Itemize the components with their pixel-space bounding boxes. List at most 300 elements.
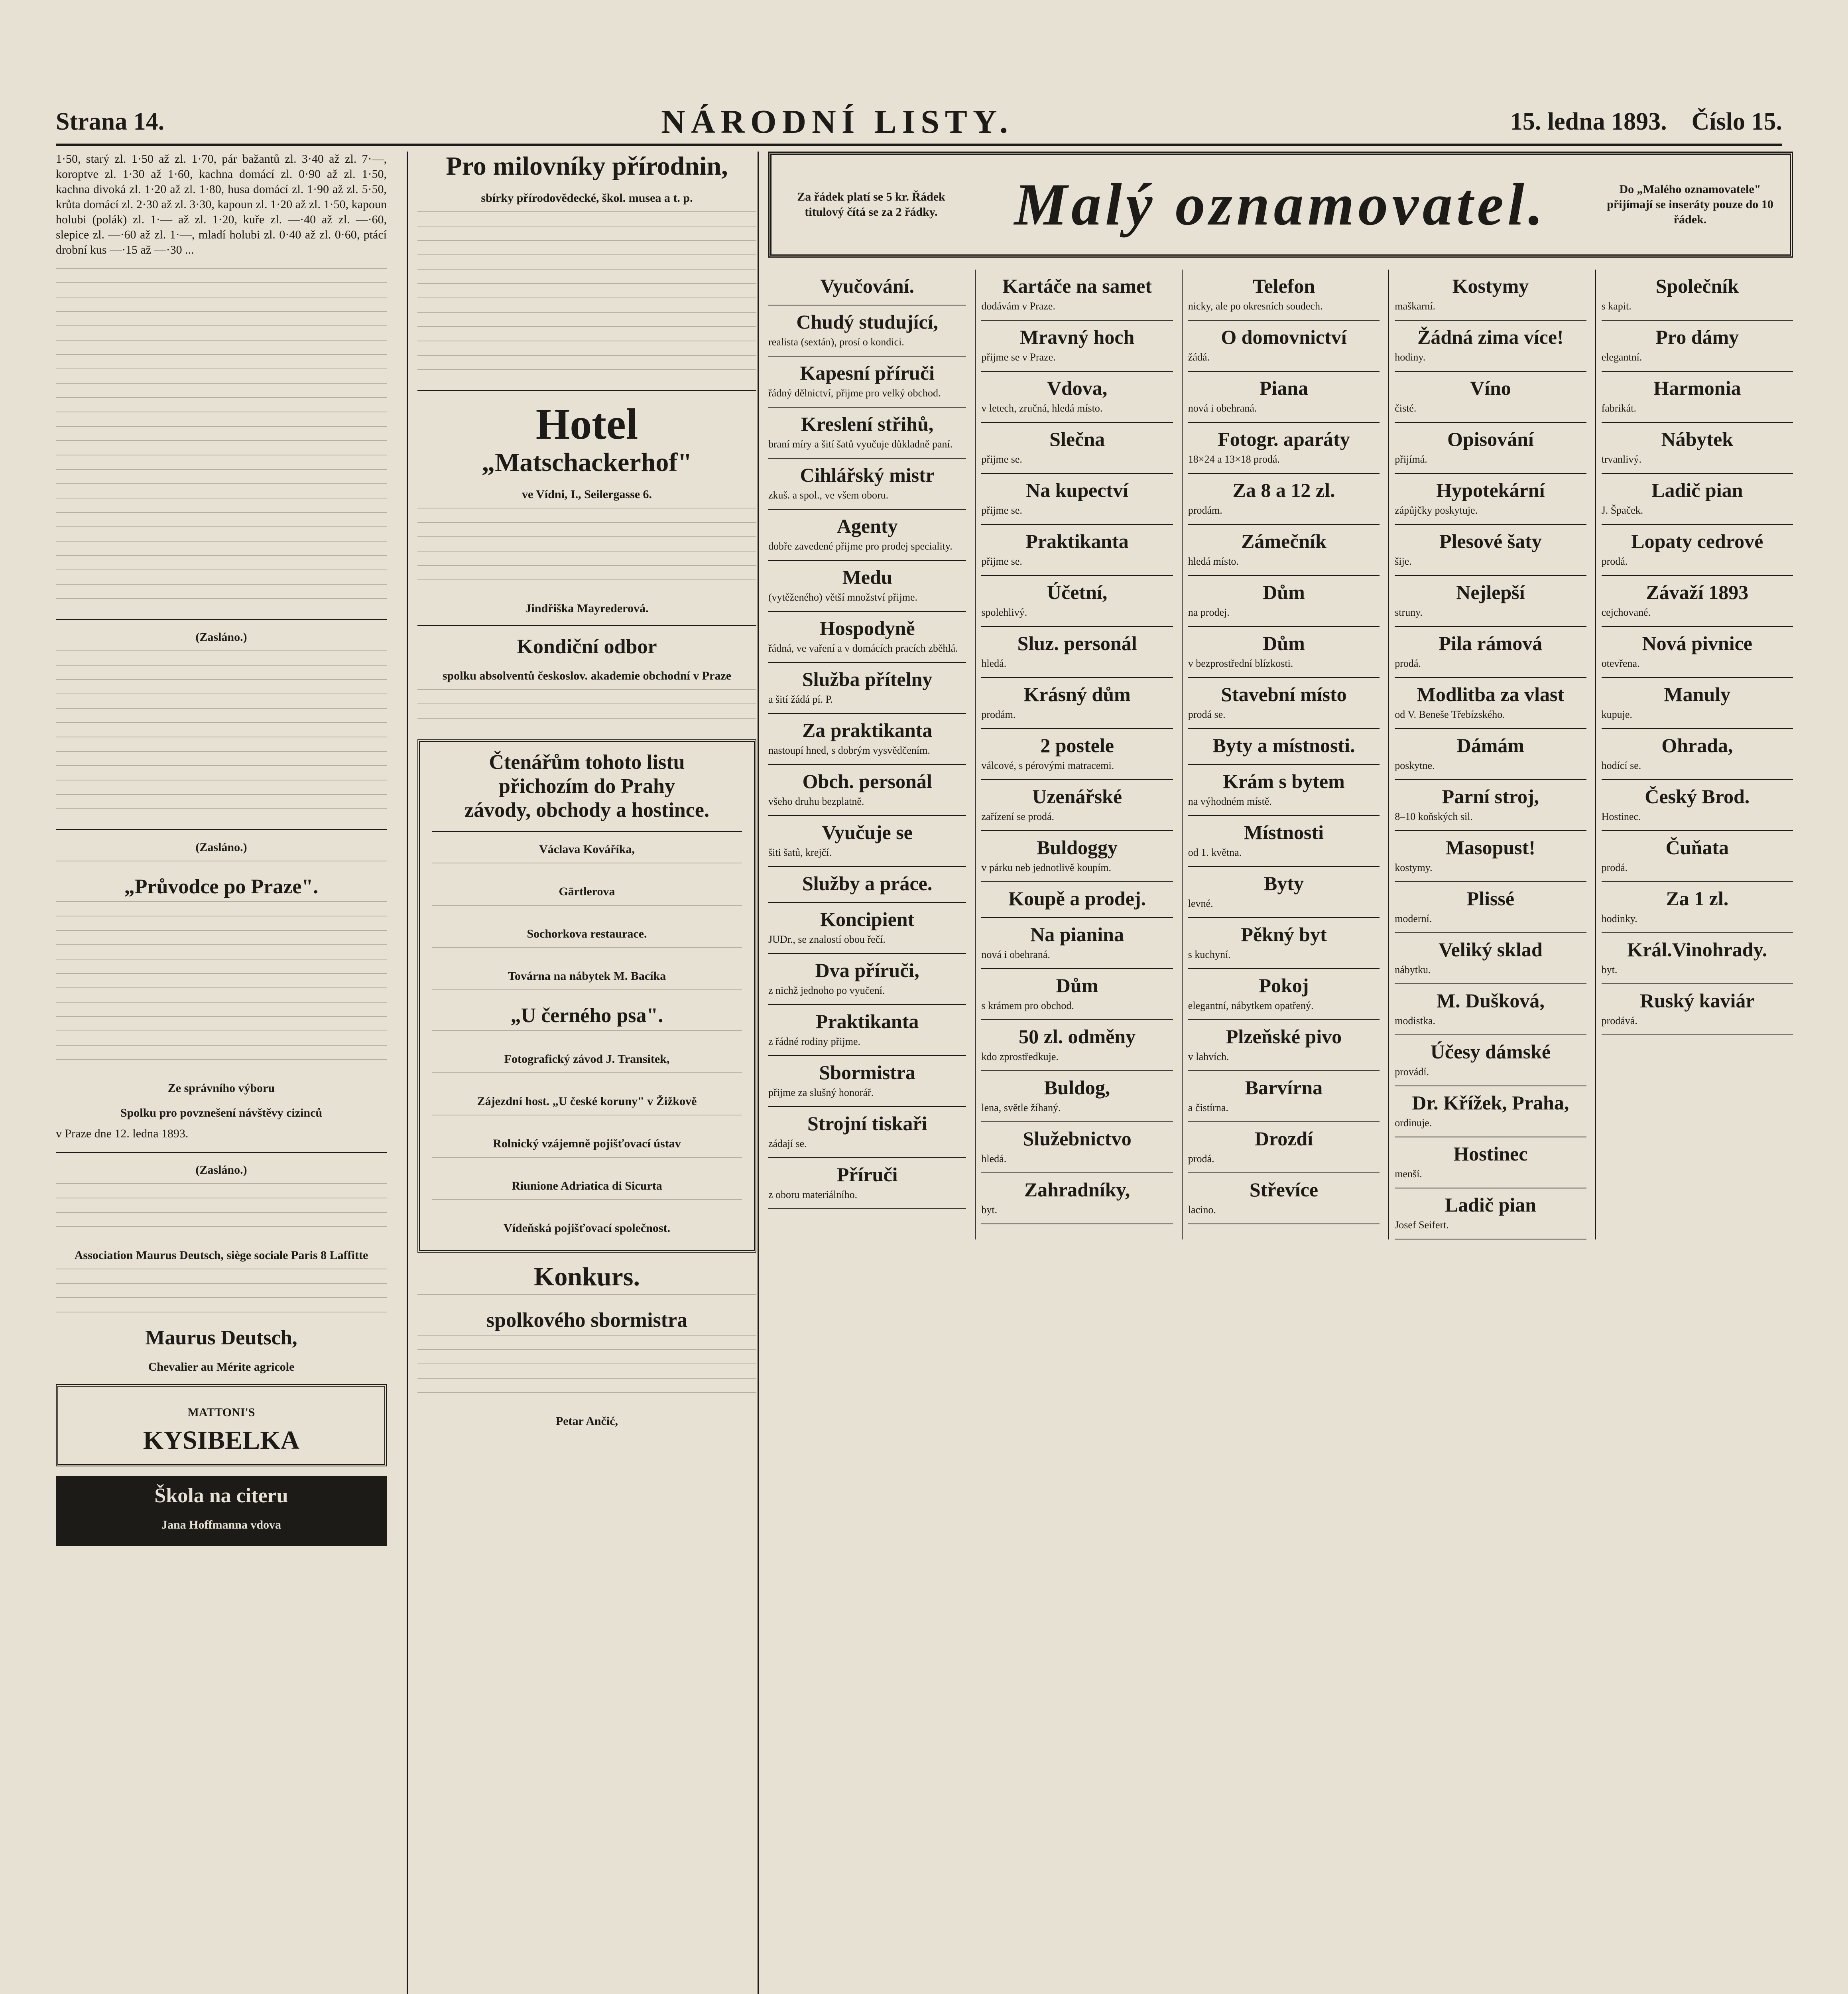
classified-ad-body: prodává. [1601,1015,1637,1027]
classified-ad-body: cejchované. [1601,607,1651,618]
classified-ad [768,954,966,1005]
classified-ad [1188,729,1380,765]
hofmann-name: Jana Hoffmanna vdova [161,1518,281,1531]
classified-ad-title: Barvírna [1245,1076,1323,1099]
classified-ad [981,1173,1173,1224]
classified-ad-title: Modlitba za vlast [1417,683,1565,705]
classified-ad-title: Hostinec [1453,1143,1528,1165]
koruny-name: Zájezdní host. „U české koruny" v Žižkově [477,1095,697,1108]
classified-ad-body: válcové, s pérovými matracemi. [981,760,1114,771]
skola-ad [56,1476,387,1546]
zavody-title: závody, obchody a hostince. [464,799,709,822]
classified-ad [768,408,966,459]
classified-ad-title: Agenty [836,515,898,537]
classified-ad-title: Účesy dámské [1430,1040,1551,1063]
classified-ad-title: Medu [842,566,892,588]
classified-ad [1602,576,1793,627]
classified-ad-title: Dům [1263,632,1305,654]
classified-ad-body: od 1. května. [1188,847,1242,858]
classified-ad-title: Dámám [1456,734,1525,757]
classified-ad [1188,1020,1380,1071]
classified-ad [768,1107,966,1158]
classified-ad-body: lena, světle žíhaný. [981,1102,1061,1113]
konkurs-title: Konkurs. [534,1262,640,1291]
bacik-name: Továrna na nábytek M. Bacíka [508,969,666,983]
classified-ad-body: čisté. [1395,402,1417,414]
classified-ad-body: provádí. [1395,1066,1429,1078]
zaslano-heading-3: (Zasláno.) [195,1163,247,1176]
classified-ad-title: Cihlářský mistr [800,464,935,486]
classified-ad [768,459,966,510]
classified-ad [981,969,1173,1020]
classified-ad-body: přijme se. [981,453,1022,465]
classified-column [768,270,966,1239]
classified-ad [981,918,1173,969]
classified-ad-title: Služby a práce. [802,872,933,895]
classified-ad-body: elegantní. [1601,351,1642,363]
classified-ad-body: a čistírna. [1188,1102,1228,1113]
sbormistra-title: spolkového sbormistra [486,1309,688,1332]
classified-ad-body: prodá. [1601,556,1628,567]
date-label [1510,108,1782,136]
classified-ad-body: trvanlivý. [1601,453,1641,465]
classified-ad [768,305,966,357]
hotel-signer: Jindřiška Mayrederová. [525,602,649,615]
classified-ad-title: Za 1 zl. [1666,887,1729,910]
classified-ad [1395,627,1586,678]
classified-ad [768,510,966,561]
spolek-line: Spolku pro povznešení návštěvy cizinců [120,1106,323,1119]
classified-ad-body: poskytne. [1395,760,1435,771]
classified-ad-title: Pěkný byt [1241,923,1327,946]
classified-ad-title: Harmonia [1653,377,1741,399]
classified-ad [1602,270,1793,321]
classified-column [975,270,1173,1239]
classified-ad-body: hledá. [981,1153,1007,1164]
classified-ad-body: s kapit. [1601,300,1632,312]
classified-ad [768,357,966,408]
classified-ad-title: Král.Vinohrady. [1627,938,1767,961]
classified-ad [1395,933,1586,984]
classified-ad [981,831,1173,882]
maly-header [768,152,1793,258]
classified-ad-body: lacino. [1188,1204,1216,1216]
classified-ad [1188,525,1380,576]
classified-ad [768,903,966,954]
classified-ad-body: 18×24 a 13×18 prodá. [1188,453,1280,465]
classified-ad [768,561,966,612]
classified-ad-title: Střevíce [1249,1178,1319,1201]
classified-ad [1188,969,1380,1020]
classified-ad-body: kdo zprostředkuje. [981,1051,1059,1062]
classified-ad-body: moderní. [1395,913,1432,924]
classified-ad-body: maškarní. [1395,300,1435,312]
sochor-name: Sochorkova restaurace. [527,927,647,940]
classified-ad-body: přijme se. [981,504,1022,516]
classified-column [1182,270,1380,1239]
classified-ad-title: Plzeňské pivo [1226,1025,1342,1048]
vybor-heading: Ze správního výboru [167,1082,275,1095]
classified-ad-title: Služebnictvo [1023,1127,1132,1150]
gartlerova-name: Gärtlerova [559,885,615,898]
classified-ad [1395,984,1586,1035]
classified-ad-title: Čuňata [1665,836,1729,859]
classified-ad-title: Sluz. personál [1017,632,1137,654]
pruvodce-title: „Průvodce po Praze". [124,875,319,898]
classified-ad [1602,831,1793,882]
deutsch-sub: Chevalier au Mérite agricole [148,1360,295,1373]
classified-ad-title: Nová pivnice [1642,632,1752,654]
classified-ad-body: zkuš. a spol., ve všem oboru. [768,489,889,501]
classified-ad-title: Zahradníky, [1024,1178,1130,1201]
classified-ad-title: Společník [1655,275,1739,297]
classified-ad [1602,882,1793,933]
classified-ad-body: J. Špaček. [1601,504,1643,516]
classified-ad-title: Uzenářské [1032,785,1122,808]
classified-ad-title: Byty [1263,872,1304,895]
spolek-date: v Praze dne 12. ledna 1893. [56,1127,189,1140]
classified-ad-body: v párku neb jednotlivě koupím. [981,862,1112,873]
classified-ad-body: řádná, ve vaření a v domácích pracích zběhlá. [768,642,958,654]
paper-title: NÁRODNÍ LISTY. [661,103,1014,140]
classified-ad-title: Praktikanta [816,1010,919,1032]
classified-ad-body: s krámem pro obchod. [981,1000,1074,1011]
classified-ad-title: Kapesní příruči [800,362,935,384]
classified-ad [1602,780,1793,831]
classified-ad-body: prodá. [1188,1153,1214,1164]
kysibelka-title: KYSIBELKA [143,1426,300,1455]
classified-ad-title: Strojní tiskaři [807,1112,927,1135]
classified-ad [1602,627,1793,678]
classified-ad [981,1122,1173,1173]
classified-ad-title: Koupě a prodej. [1008,887,1146,910]
classified-ad [1395,1137,1586,1188]
classified-ad [981,729,1173,780]
classified-ad [1188,423,1380,474]
classified-ad-title: Kreslení střihů, [801,413,934,435]
classified-ad-body: z nichž jednoho po vyučení. [768,985,885,996]
classified-ad [1188,765,1380,816]
classified-ad [981,576,1173,627]
classified-ad-body: fabrikát. [1601,402,1636,414]
classified-ad [1188,270,1380,321]
prichozim-title: přichozím do Prahy [499,775,675,798]
classified-ad-title: Pokoj [1259,974,1309,997]
classified-ad-title: Nábytek [1661,428,1734,450]
classified-ad-title: Dům [1056,974,1098,997]
classified-ad-title: Praktikanta [1025,530,1129,552]
classified-ad-body: zápůjčky poskytuje. [1395,504,1478,516]
classified-ad [1188,1122,1380,1173]
classified-ad [1395,1035,1586,1086]
classified-ad-body: Hostinec. [1601,811,1641,822]
transitek-name: Fotografický závod J. Transitek, [504,1052,670,1066]
classified-grid [768,270,1793,1239]
classified-ad-title: Hypotekární [1436,479,1545,501]
classified-ad-body: struny. [1395,607,1423,618]
classified-ad-body: dobře zavedené přijme pro prodej speciality. [768,540,953,552]
classified-ad-body: elegantní, nábytkem opatřený. [1188,1000,1314,1011]
classified-ad [1602,525,1793,576]
classified-ad [981,627,1173,678]
classified-ad [1602,729,1793,780]
classified-ad-title: Masopust! [1445,836,1535,859]
classified-ad-title: Za praktikanta [802,719,933,741]
classified-ad-body: na výhodném místě. [1188,796,1272,807]
classified-ad-body: realista (sextán), prosí o kondici. [768,336,904,348]
classified-ad-title: Nejlepší [1456,581,1525,603]
classified-ad-title: Obch. personál [802,770,932,792]
classified-ad-body: nábytku. [1395,964,1431,975]
classified-ad-title: Ohrada, [1661,734,1733,757]
hotel-title: Hotel [535,400,638,448]
ctenarum-box [417,739,756,1253]
classified-ad-title: Stavební místo [1221,683,1347,705]
classified-ad [1602,321,1793,372]
classified-ad-title: Ladič pian [1651,479,1743,501]
classified-ad [768,1158,966,1209]
classified-ad [768,867,966,903]
classified-ad-title: Příruči [836,1163,898,1186]
classified-ad-body: od V. Beneše Třebízského. [1395,709,1505,720]
rolnicky-name: Rolnický vzájemně pojišťovací ústav [493,1137,681,1150]
classified-ad [1188,576,1380,627]
classified-ad-body: otevřena. [1601,658,1640,669]
petar-name: Petar Ančić, [555,1415,618,1428]
classified-ad-title: Závaží 1893 [1646,581,1749,603]
classified-ad-body: prodá. [1395,658,1421,669]
classified-ad-body: byt. [1601,964,1618,975]
classified-ad [768,612,966,663]
classified-ad-body: 8–10 koňských sil. [1395,811,1473,822]
classified-ad-title: Veliký sklad [1439,938,1543,961]
column-1 [56,152,387,1994]
classified-ad-body: ordinuje. [1395,1117,1432,1129]
classified-ad [1395,372,1586,423]
classified-ad-title: Vyučování. [820,275,915,297]
classified-ad [1395,525,1586,576]
classified-ad [1395,321,1586,372]
classified-ad-body: nová i obehraná. [1188,402,1257,414]
skola-title: Škola na citeru [154,1484,288,1507]
classified-ad-title: Krám s bytem [1223,770,1345,792]
classified-ad [1602,474,1793,525]
classified-ad-title: Kostymy [1452,275,1529,297]
matschacker-title: „Matschackerhof" [482,448,692,477]
classified-ad [1188,372,1380,423]
classified-ad-title: Telefon [1252,275,1315,297]
classified-ad [981,423,1173,474]
classified-ad-title: Dva příruči, [815,959,919,981]
classified-ad [1602,984,1793,1035]
classified-ad [1395,1188,1586,1239]
classified-ad [1188,1071,1380,1122]
classified-ad-title: Dr. Křížek, Praha, [1412,1092,1569,1114]
classified-ad [981,1020,1173,1071]
classified-ad [768,765,966,816]
column-2 [407,152,756,1994]
classified-ad [1188,918,1380,969]
classified-ad-body: zádají se. [768,1138,807,1149]
classified-ad [981,474,1173,525]
classified-ad-body: z řádné rodiny přijme. [768,1036,861,1047]
column-3 [758,152,1793,1994]
classified-ad [981,678,1173,729]
classified-ad [1602,372,1793,423]
classified-ad-body: přijme se. [981,556,1022,567]
maly-title: Malý oznamovatel. [1014,171,1547,238]
classified-ad-body: hodící se. [1601,760,1641,771]
classified-ad [1395,270,1586,321]
classified-ad-body: dodávám v Praze. [981,300,1055,312]
maly-left-box: Za řádek platí se 5 kr. Řádek titulový čítá se za 2 řádky. [797,190,945,219]
classified-ad-body: v lahvích. [1188,1051,1229,1062]
classified-ad-title: 50 zl. odměny [1019,1025,1136,1048]
cerneho-psa: „U černého psa". [510,1004,663,1027]
ctenarum-title: Čtenářům tohoto listu [489,751,685,774]
classified-ad [1188,867,1380,918]
classified-ad [1395,1086,1586,1137]
classified-ad-body: přijme se v Praze. [981,351,1056,363]
page-label: Strana 14. [56,108,165,135]
classified-ad-title: M. Dušková, [1436,989,1545,1012]
classified-ad [1395,882,1586,933]
masthead [56,100,1782,146]
classified-ad-body: na prodej. [1188,607,1230,618]
classified-ad-body: v letech, zručná, hledá místo. [981,402,1103,414]
classified-ad-title: Lopaty cedrové [1631,530,1763,552]
classified-ad-body: v bezprostřední blízkosti. [1188,658,1293,669]
classified-ad [1602,933,1793,984]
classified-ad-title: Buldog, [1044,1076,1110,1099]
classified-ad-body: všeho druhu bezplatně. [768,796,864,807]
classified-ad-body: prodá se. [1188,709,1226,720]
classified-ad-title: Byty a místnosti. [1212,734,1355,757]
classified-ad-title: Parní stroj, [1442,785,1539,808]
classified-ad-title: Manuly [1664,683,1731,705]
classified-ad-body: šiti šatů, krejčí. [768,847,832,858]
classified-ad-title: Na pianina [1030,923,1124,946]
classified-ad-body: přijímá. [1395,453,1427,465]
classified-ad-title: Ladič pian [1445,1194,1537,1216]
classified-ad-title: Pila rámová [1439,632,1543,654]
classified-ad [981,525,1173,576]
classified-ad-title: Krásný dům [1023,683,1131,705]
classified-ad [1188,627,1380,678]
deutsch-name: Maurus Deutsch, [145,1326,297,1349]
classified-ad-body: prodám. [981,709,1016,720]
classified-ad [981,270,1173,321]
kondicni-subtitle: spolku absolventů českoslov. akademie obchodní v Praze [442,669,732,682]
classified-ad-title: Ruský kaviár [1640,989,1755,1012]
classified-column [1388,270,1586,1239]
classified-ad-title: Český Brod. [1645,785,1750,808]
classified-ad-body: řádný dělnictví, přijme pro velký obchod. [768,387,941,399]
zaslano-heading-2: (Zasláno.) [195,841,247,854]
classified-ad [981,780,1173,831]
classified-column [1595,270,1793,1239]
classified-ad-title: Zámečník [1241,530,1326,552]
classified-ad-body: z oboru materiálního. [768,1189,858,1200]
classified-ad [1395,831,1586,882]
mattoni-ad [56,1384,387,1466]
classified-ad-body: hodiny. [1395,351,1426,363]
vienna-address: ve Vídni, I., Seilergasse 6. [522,488,652,501]
classified-ad-body: nová i obehraná. [981,949,1050,960]
classified-ad-body: hledá místo. [1188,556,1239,567]
classified-ad-title: Sbormistra [819,1061,916,1084]
classified-ad [768,714,966,765]
classified-ad-title: Kartáče na samet [1002,275,1152,297]
mattoni-label: MATTONI'S [187,1406,255,1419]
classified-ad [768,816,966,867]
classified-ad-title: Koncipient [820,908,915,930]
classified-ad [768,1005,966,1056]
classified-ad-body: spolehlivý. [981,607,1027,618]
riunione-name: Riunione Adriatica di Sicurta [512,1179,662,1192]
classified-ad [1395,729,1586,780]
classified-ad [1188,816,1380,867]
classified-ad-title: 2 postele [1040,734,1114,757]
classified-ad-body: zařízení se prodá. [981,811,1055,822]
classified-ad [1188,321,1380,372]
classified-ad-body: hodinky. [1601,913,1637,924]
classified-ad [768,1056,966,1107]
classified-ad-body: byt. [981,1204,998,1216]
classified-ad [1602,423,1793,474]
kovarik-name: Václava Kováříka, [539,843,635,856]
classified-ad-body: Josef Seifert. [1395,1219,1449,1231]
classified-ad [1602,678,1793,729]
classified-ad-body: prodám. [1188,504,1222,516]
classified-ad-title: Opisování [1447,428,1534,450]
zaslano-heading-1: (Zasláno.) [195,631,247,644]
classified-ad [1395,576,1586,627]
classified-ad [768,663,966,714]
classified-ad-body: menší. [1395,1168,1422,1180]
classified-ad [1188,474,1380,525]
classified-ad-body: hledá. [981,658,1007,669]
classified-ad-body: přijme za slušný honorář. [768,1087,874,1098]
issue-text: Číslo 15. [1691,108,1782,135]
deutsch-firm: Association Maurus Deutsch, siège sociale Paris 8 Laffitte [74,1249,368,1262]
classified-ad-title: Dům [1263,581,1305,603]
classified-ad [981,321,1173,372]
market-notice: 1·50, starý zl. 1·50 až zl. 1·70, pár bažantů zl. 3·40 až zl. 7·—, koroptve zl. 1·30 až 1·60, kachna domácí zl. 0·90 až zl. 1·50, kachna divoká zl. 1·20 až zl. 1·80, husa domácí zl. 1·90 až zl. 5·50, krůta domácí zl. 2·30 až zl. 3·30, kapoun zl. 1·20 až zl. 1·50, kapoun holubi (polák) zl. 1·— až zl. 1·20, kuře zl. —·40 až zl. —·60, slepice zl. —·60 až zl. 1·—, mladí holubi zl. 0·40 až zl. 0·60, ptácí drobní kus —·15 až —·30 ... [56,152,387,256]
classified-ad [981,1071,1173,1122]
classified-ad-body: JUDr., se znalostí obou řečí. [768,934,886,945]
classified-ad-body: nicky, ale po okresních soudech. [1188,300,1323,312]
classified-ad-title: Fotogr. aparáty [1218,428,1350,450]
classified-ad-body: prodá. [1601,862,1628,873]
classified-ad-body: kostymy. [1395,862,1433,873]
classified-ad-title: Piana [1259,377,1309,399]
classified-ad-title: Drozdí [1254,1127,1313,1150]
classified-ad-title: Mravný hoch [1019,326,1135,348]
classified-ad [1395,474,1586,525]
classified-ad [1188,1173,1380,1224]
classified-ad-title: Služba přítelny [802,668,933,690]
classified-ad-title: Víno [1470,377,1511,399]
classified-ad [1395,780,1586,831]
pro-milovniky-title: Pro milovníky přírodnin, [446,152,728,181]
classified-ad-body: modistka. [1395,1015,1436,1027]
classified-ad-title: Vyučuje se [822,821,913,843]
classified-ad [1188,678,1380,729]
classified-ad-body: levné. [1188,898,1213,909]
classified-ad-title: Za 8 a 12 zl. [1232,479,1335,501]
classified-ad-title: Pro dámy [1655,326,1739,348]
